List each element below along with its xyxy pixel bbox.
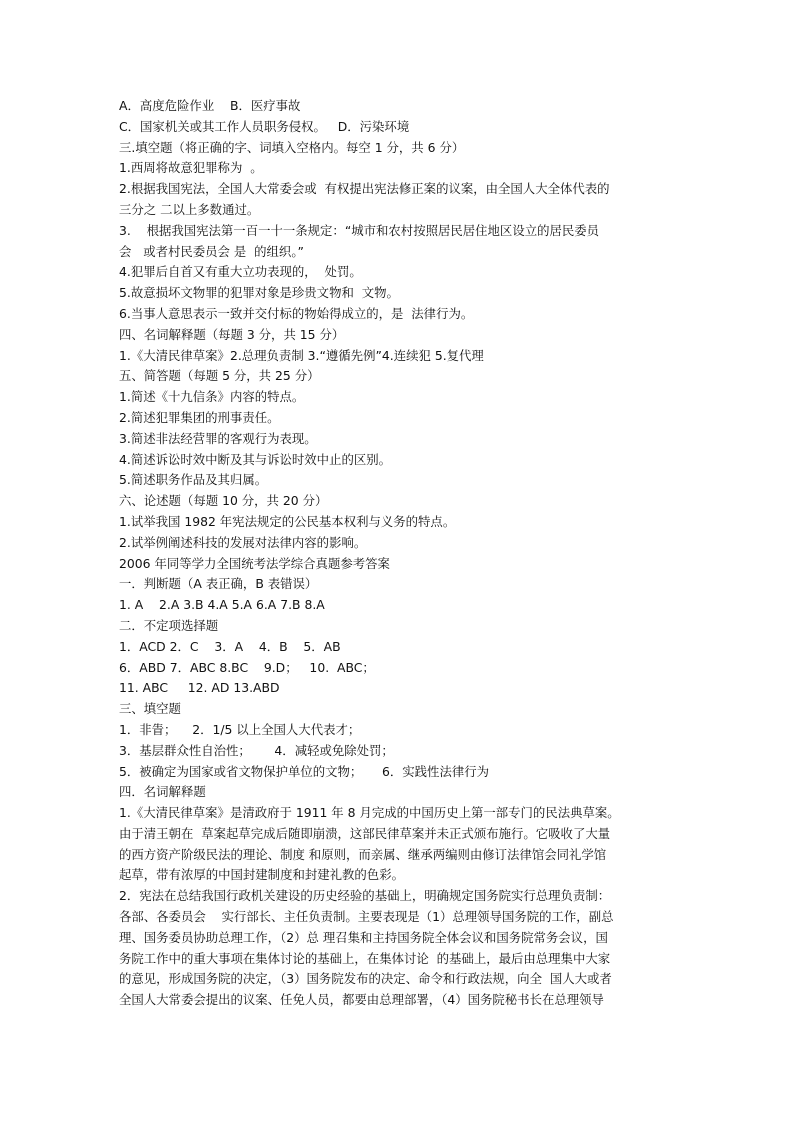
answer-choice-2 [119,658,679,679]
text-line: 二．不定项选择题 [119,617,219,633]
text-line: 1. A 2.A 3.B 4.A 5.A 6.A 7.B 8.A [119,597,325,613]
option-cd [119,117,679,138]
answer-terms-2 [119,886,679,1011]
text-line: 理、国务委员协助总理工作，（2）总 理召集和主持国务院全体会议和国务院常务会议，国 [119,929,608,945]
answer-choice-1 [119,637,679,658]
text-line: 1．非眚； 2．1/5 以上全国人大代表才； [119,721,361,737]
text-line: 3．基层群众性自治性； 4．减轻或免除处罚； [119,742,394,758]
question-essay-2 [119,533,679,554]
text-line: 5．被确定为国家或省文物保护单位的文物； 6．实践性法律行为 [119,763,490,779]
answer-heading-choice [119,616,679,637]
text-line: 4.犯罪后自首又有重大立功表现的， 处罚。 [119,264,362,280]
document-page [119,96,679,1011]
text-line: 3. 根据我国宪法第一百一十一条规定：“城市和农村按照居民居住地区设立的居民委员 [119,222,600,238]
question-fill-1 [119,158,679,179]
text-line: 2006 年同等学力全国统考法学综合真题参考答案 [119,555,390,571]
question-short-2 [119,408,679,429]
text-line: 1.《大清民律草案》2.总理负责制 3.“遵循先例”4.连续犯 5.复代理 [119,347,484,363]
text-line: 2.试举例阐述科技的发展对法律内容的影响。 [119,534,367,550]
question-fill-6 [119,304,679,325]
answer-judgment [119,595,679,616]
question-fill-4 [119,262,679,283]
text-line: 的西方资产阶级民法的理论、制度 和原则，而亲属、继承两编则由修订法律馆会同礼学馆 [119,846,607,862]
text-line: 1.《大清民律草案》是清政府于 1911 年 8 月完成的中国历史上第一部专门的民法典草案。 [119,805,620,821]
answer-title [119,554,679,575]
answer-choice-3 [119,678,679,699]
text-line: 3.简述非法经营罪的客观行为表现。 [119,430,317,446]
text-line: 的意见，形成国务院的决定，（3）国务院发布的决定、命令和行政法规，向全 国人大或者 [119,971,612,987]
answer-fill-1 [119,720,679,741]
answer-heading-terms [119,782,679,803]
question-short-3 [119,429,679,450]
text-line: 1.试举我国 1982 年宪法规定的公民基本权利与义务的特点。 [119,513,456,529]
answer-fill-3 [119,762,679,783]
text-line: 1.简述《十九信条》内容的特点。 [119,389,305,405]
text-line: 各部、各委员会 实行部长、主任负责制。主要表现是（1）总理领导国务院的工作，副总 [119,909,614,925]
text-line: 四．名词解释题 [119,784,206,800]
answer-fill-2 [119,741,679,762]
text-line: 4.简述诉讼时效中断及其与诉讼时效中止的区别。 [119,451,392,467]
text-line: C．国家机关或其工作人员职务侵权。 D．污染环境 [119,118,410,134]
text-line: 6．ABD 7．ABC 8.BC 9.D； 10. ABC； [119,659,375,675]
text-line: 5.简述职务作品及其归属。 [119,472,268,488]
text-line: 三分之 二以上多数通过。 [119,201,260,217]
answer-terms-1 [119,803,679,886]
question-fill-2 [119,179,679,221]
text-line: 全国人大常委会提出的议案、任免人员，都要由总理部署，（4）国务院秘书长在总理领导 [119,992,604,1008]
text-line: 11. ABC 12. AD 13.ABD [119,680,280,696]
text-line: 起草，带有浓厚的中国封建制度和封建礼教的色彩。 [119,867,404,883]
question-terms [119,346,679,367]
text-line: 6.当事人意思表示一致并交付标的物始得成立的，是 法律行为。 [119,305,474,321]
text-line: 2.根据我国宪法，全国人大常委会或 有权提出宪法修正案的议案，由全国人大全体代表的 [119,181,610,197]
text-line: 1.西周将故意犯罪称为 。 [119,160,263,176]
section-heading-short-answer [119,366,679,387]
text-line: 五、简答题（每题 5 分，共 25 分） [119,368,320,384]
question-short-1 [119,387,679,408]
section-heading-terms [119,325,679,346]
text-line: A．高度危险作业 B．医疗事故 [119,98,301,113]
text-line: 务院工作中的重大事项在集体讨论的基础上，在集体讨论 的基础上，最后由总理集中大家 [119,950,611,966]
answer-heading-fill [119,699,679,720]
section-heading-fill-blank [119,138,679,159]
text-line: 六、论述题（每题 10 分，共 20 分） [119,493,328,509]
text-line: 2.简述犯罪集团的刑事责任。 [119,409,280,425]
answer-heading-judgment [119,574,679,595]
question-fill-3 [119,221,679,263]
question-short-5 [119,470,679,491]
text-line: 一．判断题（A 表正确，B 表错误） [119,576,318,592]
text-line: 三、填空题 [119,701,181,717]
question-fill-5 [119,283,679,304]
text-line: 三.填空题（将正确的字、词填入空格内。每空 1 分，共 6 分） [119,139,465,155]
section-heading-essay [119,491,679,512]
text-line: 2．宪法在总结我国行政机关建设的历史经验的基础上，明确规定国务院实行总理负责制： [119,888,611,904]
question-short-4 [119,450,679,471]
text-line: 1．ACD 2．C 3．A 4．B 5．AB [119,638,341,654]
question-essay-1 [119,512,679,533]
text-line: 5.故意损坏文物罪的犯罪对象是珍贵文物和 文物。 [119,285,399,301]
text-line: 四、名词解释题（每题 3 分，共 15 分） [119,326,345,342]
option-ab [119,96,679,117]
text-line: 会 或者村民委员会 是 的组织。” [119,243,304,259]
text-line: 由于清王朝在 草案起草完成后随即崩溃，这部民律草案并未正式颁布施行。它吸收了大量 [119,825,611,841]
